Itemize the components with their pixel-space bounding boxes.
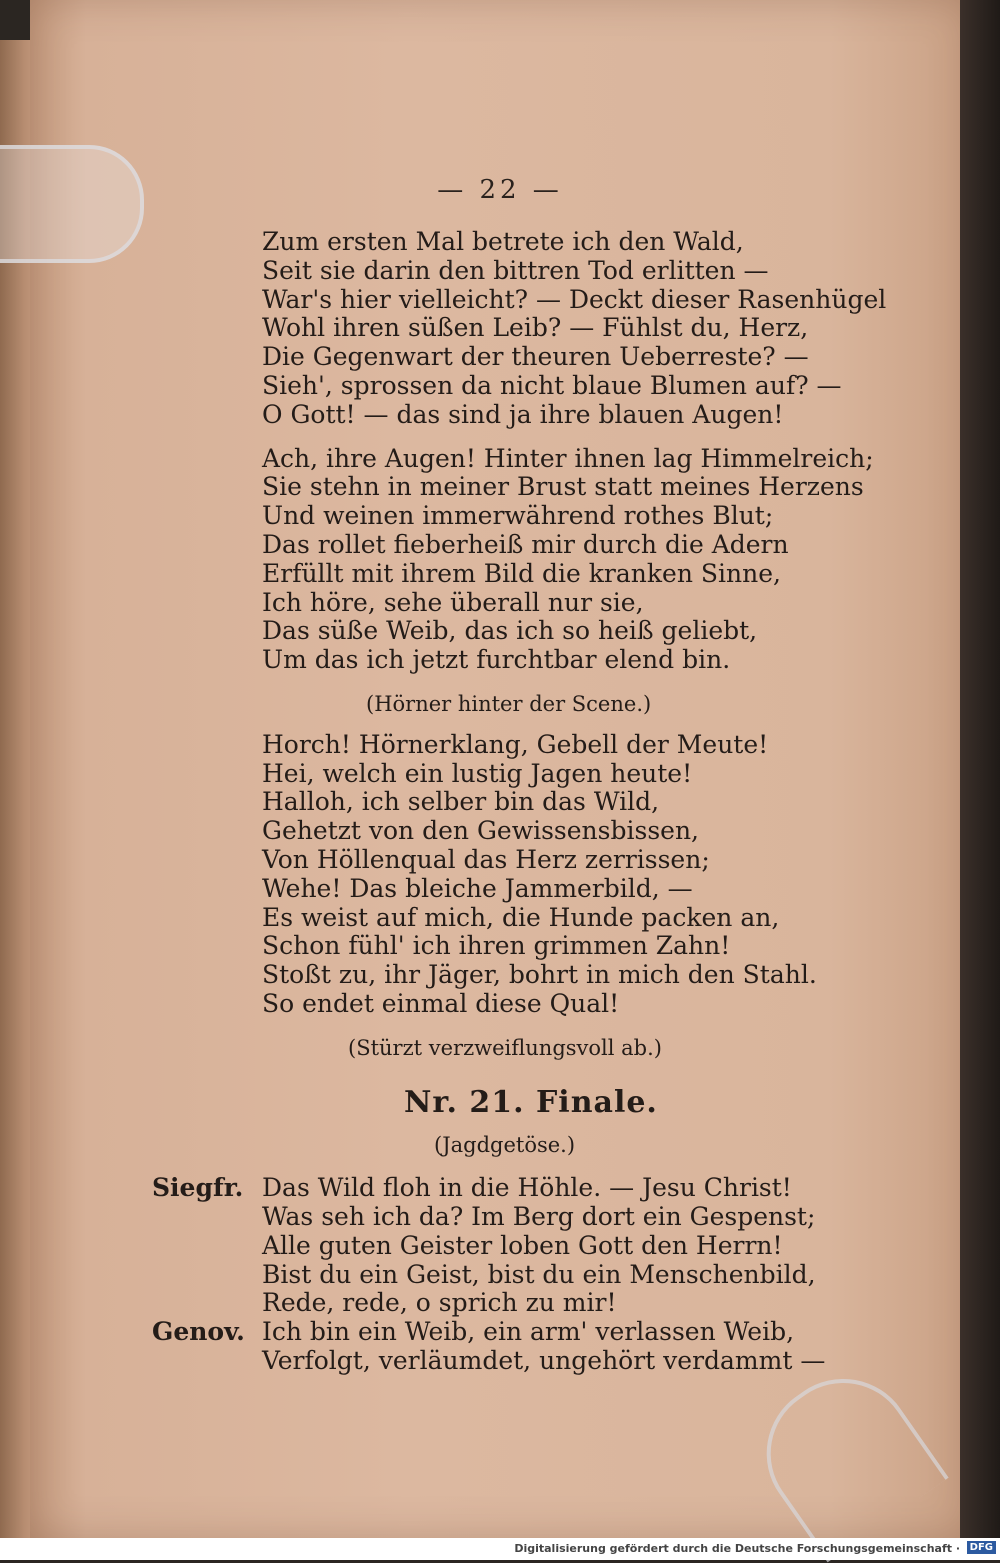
page-text (152, 227, 902, 1376)
verse-line: Schon fühl' ich ihren grimmen Zahn! (262, 931, 731, 961)
verse-line: Und weinen immerwährend rothes Blut; (262, 501, 774, 531)
verse-line: Rede, rede, o sprich zu mir! (262, 1288, 617, 1318)
verse-line: Hei, welch ein lustig Jagen heute! (262, 758, 693, 788)
verse-line: Von Höllenqual das Herz zerrissen; (262, 844, 710, 874)
verse-line: Sieh', sprossen da nicht blaue Blumen auf? — (262, 370, 842, 400)
dfg-logo: DFG (967, 1541, 996, 1554)
verse-line: Horch! Hörnerklang, Gebell der Meute! (262, 729, 769, 759)
verse-line: Sie stehn in meiner Brust statt meines Herzens (262, 472, 864, 502)
verse-line: O Gott! — das sind ja ihre blauen Augen! (262, 399, 784, 429)
paper-clip (0, 145, 144, 263)
stanza-1 (262, 228, 902, 430)
verse-line: Zum ersten Mal betrete ich den Wald, (262, 227, 744, 256)
verse-line: Wohl ihren süßen Leib? — Fühlst du, Herz, (262, 313, 809, 343)
verse-line: Das Wild floh in die Höhle. — Jesu Christ! (262, 1173, 792, 1203)
stanza-2 (262, 445, 902, 675)
verse-line: Seit sie darin den bittren Tod erlitten — (262, 255, 769, 285)
verse-line: Um das ich jetzt furchtbar elend bin. (262, 645, 731, 675)
speech-genoveva (152, 1317, 902, 1376)
page-number: — 22 — (437, 175, 563, 205)
section-heading: Nr. 21. Finale. (404, 1084, 658, 1120)
book-spine (960, 0, 1000, 1540)
verse-line: Das rollet fieberheiß mir durch die Adern (262, 529, 789, 559)
stage-direction: (Stürzt verzweiflungsvoll ab.) (348, 1035, 662, 1060)
verse-line: Das süße Weib, das ich so heiß geliebt, (262, 616, 758, 646)
verse-line: Ich höre, sehe überall nur sie, (262, 587, 644, 617)
verse-line: Ach, ihre Augen! Hinter ihnen lag Himmelreich; (262, 443, 874, 473)
footer-bar (0, 1538, 1000, 1560)
verse-line: Halloh, ich selber bin das Wild, (262, 787, 660, 817)
verse-line: War's hier vielleicht? — Deckt dieser Rasenhügel (262, 284, 887, 314)
verse-line: Wehe! Das bleiche Jammerbild, — (262, 873, 693, 903)
verse-line: Es weist auf mich, die Hunde packen an, (262, 902, 780, 932)
verse-line: Die Gegenwart der theuren Ueberreste? — (262, 342, 809, 372)
verse-line: Bist du ein Geist, bist du ein Menschenbild, (262, 1259, 816, 1289)
verse-line: Verfolgt, verläumdet, ungehört verdammt — (262, 1345, 826, 1375)
stage-direction: (Jagdgetöse.) (434, 1133, 576, 1158)
verse-line: Ich bin ein Weib, ein arm' verlassen Weib, (262, 1317, 795, 1347)
speaker-name: Genov. (152, 1317, 245, 1347)
verse-line: So endet einmal diese Qual! (262, 988, 620, 1018)
stage-direction: (Hörner hinter der Scene.) (366, 691, 652, 716)
speech-siegfried (152, 1173, 902, 1318)
verse-line: Gehetzt von den Gewissensbissen, (262, 816, 699, 846)
verse-line: Stoßt zu, ihr Jäger, bohrt in mich den Stahl. (262, 960, 817, 990)
speaker-name: Siegfr. (152, 1173, 244, 1203)
stanza-3 (262, 731, 902, 1019)
verse-line: Erfüllt mit ihrem Bild die kranken Sinne, (262, 558, 781, 588)
verse-line: Was seh ich da? Im Berg dort ein Gespenst; (262, 1201, 816, 1231)
funding-notice: Digitalisierung gefördert durch die Deutsche Forschungsgemeinschaft · (514, 1542, 960, 1555)
verse-line: Alle guten Geister loben Gott den Herrn! (262, 1230, 783, 1260)
